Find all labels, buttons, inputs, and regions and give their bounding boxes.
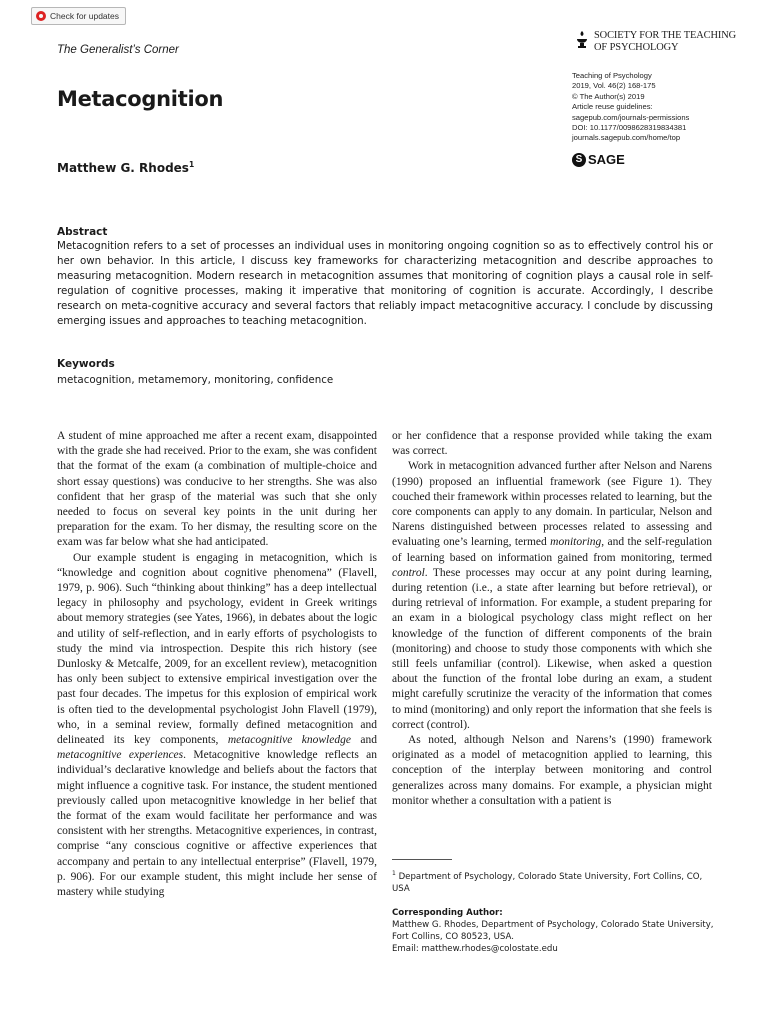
paragraph: A student of mine approached me after a recent exam, disappointed with the grade she had received. Prior to the exam, she was confident that the format of the exam (a combination of multiple-choice and short essay questions) was conducive to her strengths. She was also confident that her grasp of the material was such that she only needed to focus on several key points in the unit during her preparation for the exam. To her dismay, the resulting score on the exam was far below what she had anticipated. [57, 430, 377, 549]
publisher-logo [572, 152, 625, 167]
section-label: The Generalist’s Corner [57, 44, 179, 56]
body-column-right [392, 429, 712, 809]
footnotes [392, 868, 720, 955]
copyright: © The Author(s) 2019 [572, 91, 645, 101]
term-emphasis: metacognitive experiences [57, 749, 184, 762]
society-name-line1: SOCIETY FOR THE TEACHING [594, 30, 737, 41]
sage-icon: S [572, 153, 586, 167]
permissions-link[interactable]: sagepub.com/journals-permissions [572, 112, 690, 122]
publisher-name: SAGE [588, 152, 625, 167]
keywords-heading: Keywords [57, 358, 115, 370]
corresponding-author-heading: Corresponding Author: [392, 908, 503, 919]
text-span: Work in metacognition advanced further after Nelson and Narens (1990) proposed an influential framework (see Figure 1). They couched their framework within processes related to learning, but the core components can apply to any domain. In particular, Nelson and Narens distinguished between processes related to assessing and evaluating one’s learning, termed [392, 460, 712, 549]
update-icon [36, 11, 46, 21]
text-span: Our example student is engaging in metacognition, which is “knowledge and cognition about cognitive phenomena” (Flavell, 1979, p. 906). Such “thinking about thinking” has a deep intellectual legacy in philosophy and psychology, evident in Greek writings about memory strategies (see Yates, 1966), in debates about the logic and utility of self-reflection, and in early efforts of psychologists to study the mind via introspection. Despite this rich history (see Dunlosky & Metcalfe, 2009, for an excellent review), metacognition has only been subject to extensive empirical investigation over the past four decades. The impetus for this explosion of empirical work is often tied to the developmental psychologist John Flavell (1979), who, in a seminal review, formally defined metacognition and delineated its key components, [57, 551, 377, 747]
text-span: . These processes may occur at any point during learning, during retention (i.e., a state after learning but before retrieval), or during retrieval of information. For example, a student preparing for an exam in a biological psychology class might reflect on her knowledge of the function of different components of the brain (monitoring) and choose to study those components with which she still feels unfamiliar (control). Likewise, when asked a question about the function of the frontal lobe during an exam, a student might carefully scrutinize the veracity of the information that comes to mind (monitoring) and only report the information that she feels is correct (control). [392, 566, 712, 731]
author-name: Matthew G. Rhodes [57, 161, 189, 175]
society-logo [575, 30, 736, 54]
text-span: and [350, 734, 377, 747]
journal-meta [572, 71, 689, 144]
paragraph: or her confidence that a response provided while taking the exam was correct. [392, 430, 712, 458]
paragraph [392, 459, 712, 733]
journal-home-link[interactable]: journals.sagepub.com/home/top [572, 133, 681, 143]
author-line [57, 160, 194, 175]
corresponding-author-line: Matthew G. Rhodes, Department of Psychology, Colorado State University, [392, 920, 714, 931]
abstract-text: Metacognition refers to a set of processes an individual uses in monitoring ongoing cognition so as to effectively control his or her own behavior. In this article, I discuss key frameworks for characterizing metacognition and describe approaches to measuring metacognition. Modern research in metacognition assumes that monitoring of cognition plays a causal role in self-regulation of cognitive processes, making it imperative that monitoring of cognition is accurate. Accordingly, I describe research on meta-cognitive accuracy and several factors that reliably impact metacognitive accuracy. I conclude by discussing emerging issues and approaches to teaching metacognition. [57, 240, 713, 328]
article-title: Metacognition [57, 87, 224, 111]
footnote-divider [392, 859, 452, 860]
abstract-heading: Abstract [57, 226, 108, 238]
term-emphasis: control [392, 566, 425, 579]
reuse-label: Article reuse guidelines: [572, 102, 653, 112]
paragraph: As noted, although Nelson and Narens’s (1990) framework originated as a model of metacognition applied to learning, this conception of the interplay between monitoring and control generalizes across many domains. For example, a physician might monitor whether a consultation with a patient is [392, 734, 712, 807]
text-span: . Metacognitive knowledge reflects an individual’s declarative knowledge and beliefs about the factors that might influence a cognitive task. For instance, the student mentioned previously called upon metacognitive knowledge in her belief that the format of the exam would facilitate her performance and was consistent with her strengths. Metacognitive experiences, in contrast, comprise “any conscious cognitive or affective experiences that accompany and pertain to any intellectual enterprise” (Flavell, 1979, p. 906). For our example student, this might include her sense of mastery while studying [57, 749, 378, 899]
author-affiliation-marker: 1 [188, 160, 195, 169]
affiliation-text: Department of Psychology, Colorado State University, Fort Collins, CO, USA [392, 871, 703, 894]
society-name-line2: OF PSYCHOLOGY [594, 42, 679, 53]
lamp-icon [575, 30, 589, 50]
corresponding-author-address: Fort Collins, CO 80523, USA. [392, 932, 514, 943]
journal-volume: 2019, Vol. 46(2) 168-175 [572, 81, 656, 91]
affiliation-footnote [392, 868, 720, 895]
check-for-updates-badge[interactable] [31, 7, 126, 25]
text-span: , and the self-regulation of learning based on information gained from monitoring, termed [392, 536, 712, 564]
keywords-text: metacognition, metamemory, monitoring, confidence [57, 374, 334, 386]
check-for-updates-label: Check for updates [50, 11, 119, 21]
body-column-left [57, 429, 377, 900]
paragraph [57, 551, 377, 901]
term-emphasis: monitoring [550, 536, 602, 549]
affiliation-marker: 1 [392, 870, 396, 877]
corresponding-author-email[interactable]: Email: matthew.rhodes@colostate.edu [392, 944, 558, 955]
journal-name: Teaching of Psychology [572, 71, 652, 80]
term-emphasis: metacognitive knowledge [227, 734, 351, 747]
doi-link[interactable]: DOI: 10.1177/0098628319834381 [572, 123, 687, 133]
